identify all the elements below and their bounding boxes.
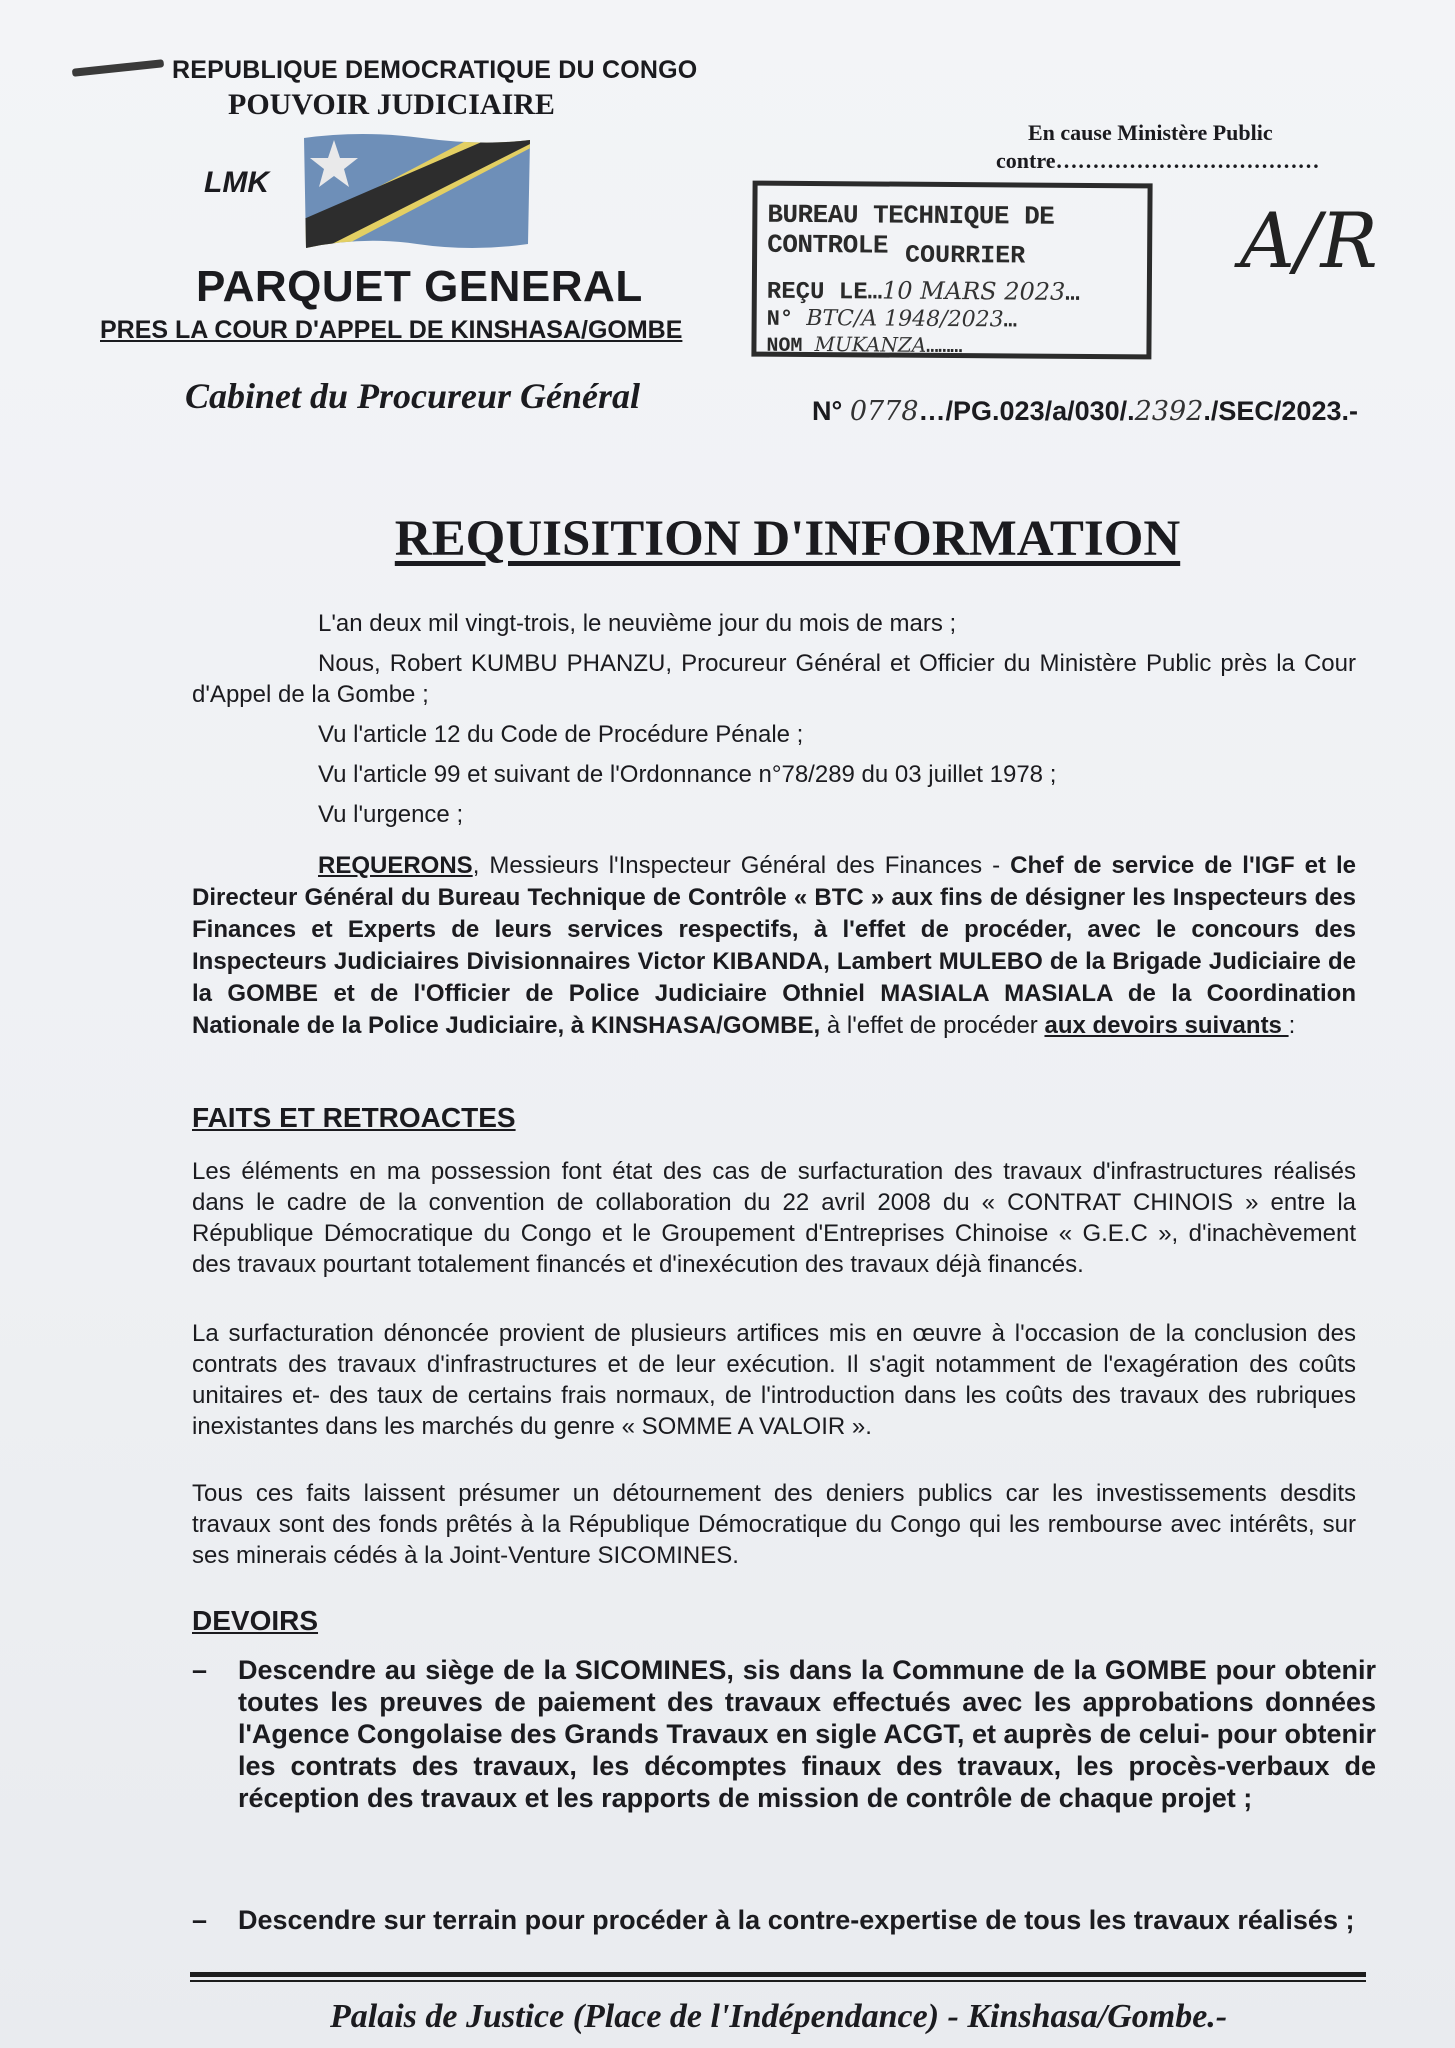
footer-rule — [190, 1972, 1366, 1977]
drc-flag-icon — [302, 132, 532, 252]
judicial-power-heading: POUVOIR JUDICIAIRE — [228, 88, 555, 121]
faits-paragraph-3: Tous ces faits laissent présumer un détournement des deniers publics car les investissements desdits travaux sont des fonds prêtés à la République Démocratique du Congo qui les rembourse avec intérêts, sur ses minerais cédés à la Joint-Venture SICOMINES. — [192, 1480, 1356, 1569]
vu-article-12: Vu l'article 12 du Code de Procédure Pénale ; — [318, 721, 804, 748]
cabinet-label: Cabinet du Procureur Général — [185, 376, 641, 416]
document-title: REQUISITION D'INFORMATION — [394, 511, 1181, 567]
footer-address: Palais de Justice (Place de l'Indépendance) - Kinshasa/Gombe.- — [330, 1998, 1228, 2035]
office-title: PARQUET GENERAL — [196, 262, 643, 311]
stamp-line-1: BUREAU TECHNIQUE DE CONTROLE — [767, 199, 1055, 261]
stamp-name-value: MUKANZA — [814, 332, 927, 357]
contre-line: contre……………………………… — [996, 148, 1320, 173]
vu-article-99: Vu l'article 99 et suivant de l'Ordonnance n°78/289 du 03 juillet 1978 ; — [318, 761, 1057, 788]
requerons-keyword: REQUERONS — [318, 852, 473, 879]
devoirs-reference: aux devoirs suivants — [1044, 1012, 1289, 1039]
republic-heading: REPUBLIQUE DEMOCRATIQUE DU CONGO — [172, 56, 698, 84]
date-line: L'an deux mil vingt-trois, le neuvième jour du mois de mars ; — [318, 610, 957, 637]
faits-paragraph-2: La surfacturation dénoncée provient de plusieurs artifices mis en œuvre à l'occasion de la conclusion des contrats des travaux d'infrastructures et de leur exécution. Il s'agit notamment de l'exagération des coûts unitaires et- des taux de certains frais normaux, de l'introduction dans les coûts des travaux des rubriques inexistantes dans les marchés du genre « SOMME A VALOIR ». — [192, 1320, 1356, 1440]
footer-rule-thin — [190, 1980, 1366, 1982]
handwritten-annotation: A/R — [1240, 196, 1378, 285]
stamp-received-date: 10 MARS 2023 — [881, 276, 1066, 306]
stamp-name: NOM MUKANZA……… — [766, 332, 963, 360]
en-cause-label: En cause Ministère Public — [1028, 120, 1273, 145]
stamp-number: N° BTC/A 1948/2023… — [766, 305, 1017, 334]
faits-heading: FAITS ET RETROACTES — [192, 1102, 516, 1133]
pen-mark — [72, 59, 164, 77]
requerons-paragraph: REQUERONS, Messieurs l'Inspecteur Général des Finances - Chef de service de l'IGF et le Directeur Général du Bureau Technique de Contrôle « BTC » aux fins de désigner les Inspecteurs des Finances et Experts de leurs services respectifs, à l'effet de procéder, avec le concours des Inspecteurs Judiciaires Divisionnaires Victor KIBANDA, Lambert MULEBO de la Brigade Judiciaire de la GOMBE et de l'Officier de Police Judiciaire Othniel MASIALA MASIALA de la Coordination Nationale de la Police Judiciaire, à KINSHASA/GOMBE, à l'effet de procéder aux devoirs suivants : — [192, 852, 1357, 1039]
stamp-received: REÇU LE…10 MARS 2023… — [766, 276, 1080, 308]
stamp-line-2: COURRIER — [905, 240, 1026, 271]
stamp-number-value: BTC/A 1948/2023 — [806, 305, 1004, 333]
devoir-item: – Descendre sur terrain pour procéder à la contre-expertise de tous les travaux réalisés ; — [192, 1905, 1355, 1935]
intro-block — [192, 608, 1356, 830]
reception-stamp — [751, 181, 1152, 360]
nous-line: Nous, Robert KUMBU PHANZU, Procureur Général et Officier du Ministère Public près la Cour d'Appel de la Gombe ; — [192, 650, 1356, 708]
faits-paragraph-1: Les éléments en ma possession font état des cas de surfacturation des travaux d'infrastructures réalisés dans le cadre de la convention de collaboration du 22 avril 2008 du « CONTRAT CHINOIS » entre la République Démocratique du Congo et le Groupement d'Entreprises Chinoise « G.E.C », d'inachèvement des travaux pourtant totalement financés et d'inexécution des travaux déjà financés. — [192, 1158, 1356, 1278]
devoir-item: – Descendre au siège de la SICOMINES, sis dans la Commune de la GOMBE pour obtenir toutes les preuves de paiement des travaux effectués avec les approbations données l'Agence Congolaise des Grands Travaux en sigle ACGT, et auprès de celui- pour obtenir les contrats des travaux, les décomptes finaux des travaux, les procès-verbaux de réception des travaux et les rapports de mission de contrôle de chaque projet ; — [192, 1655, 1376, 1813]
vu-urgence: Vu l'urgence ; — [318, 801, 464, 828]
court-subtitle: PRES LA COUR D'APPEL DE KINSHASA/GOMBE — [100, 316, 683, 344]
devoirs-heading: DEVOIRS — [192, 1605, 319, 1636]
initials-mark: LMK — [204, 166, 269, 199]
reference-number: N° 0778…/PG.023/a/030/.2392./SEC/2023.- — [812, 396, 1358, 427]
